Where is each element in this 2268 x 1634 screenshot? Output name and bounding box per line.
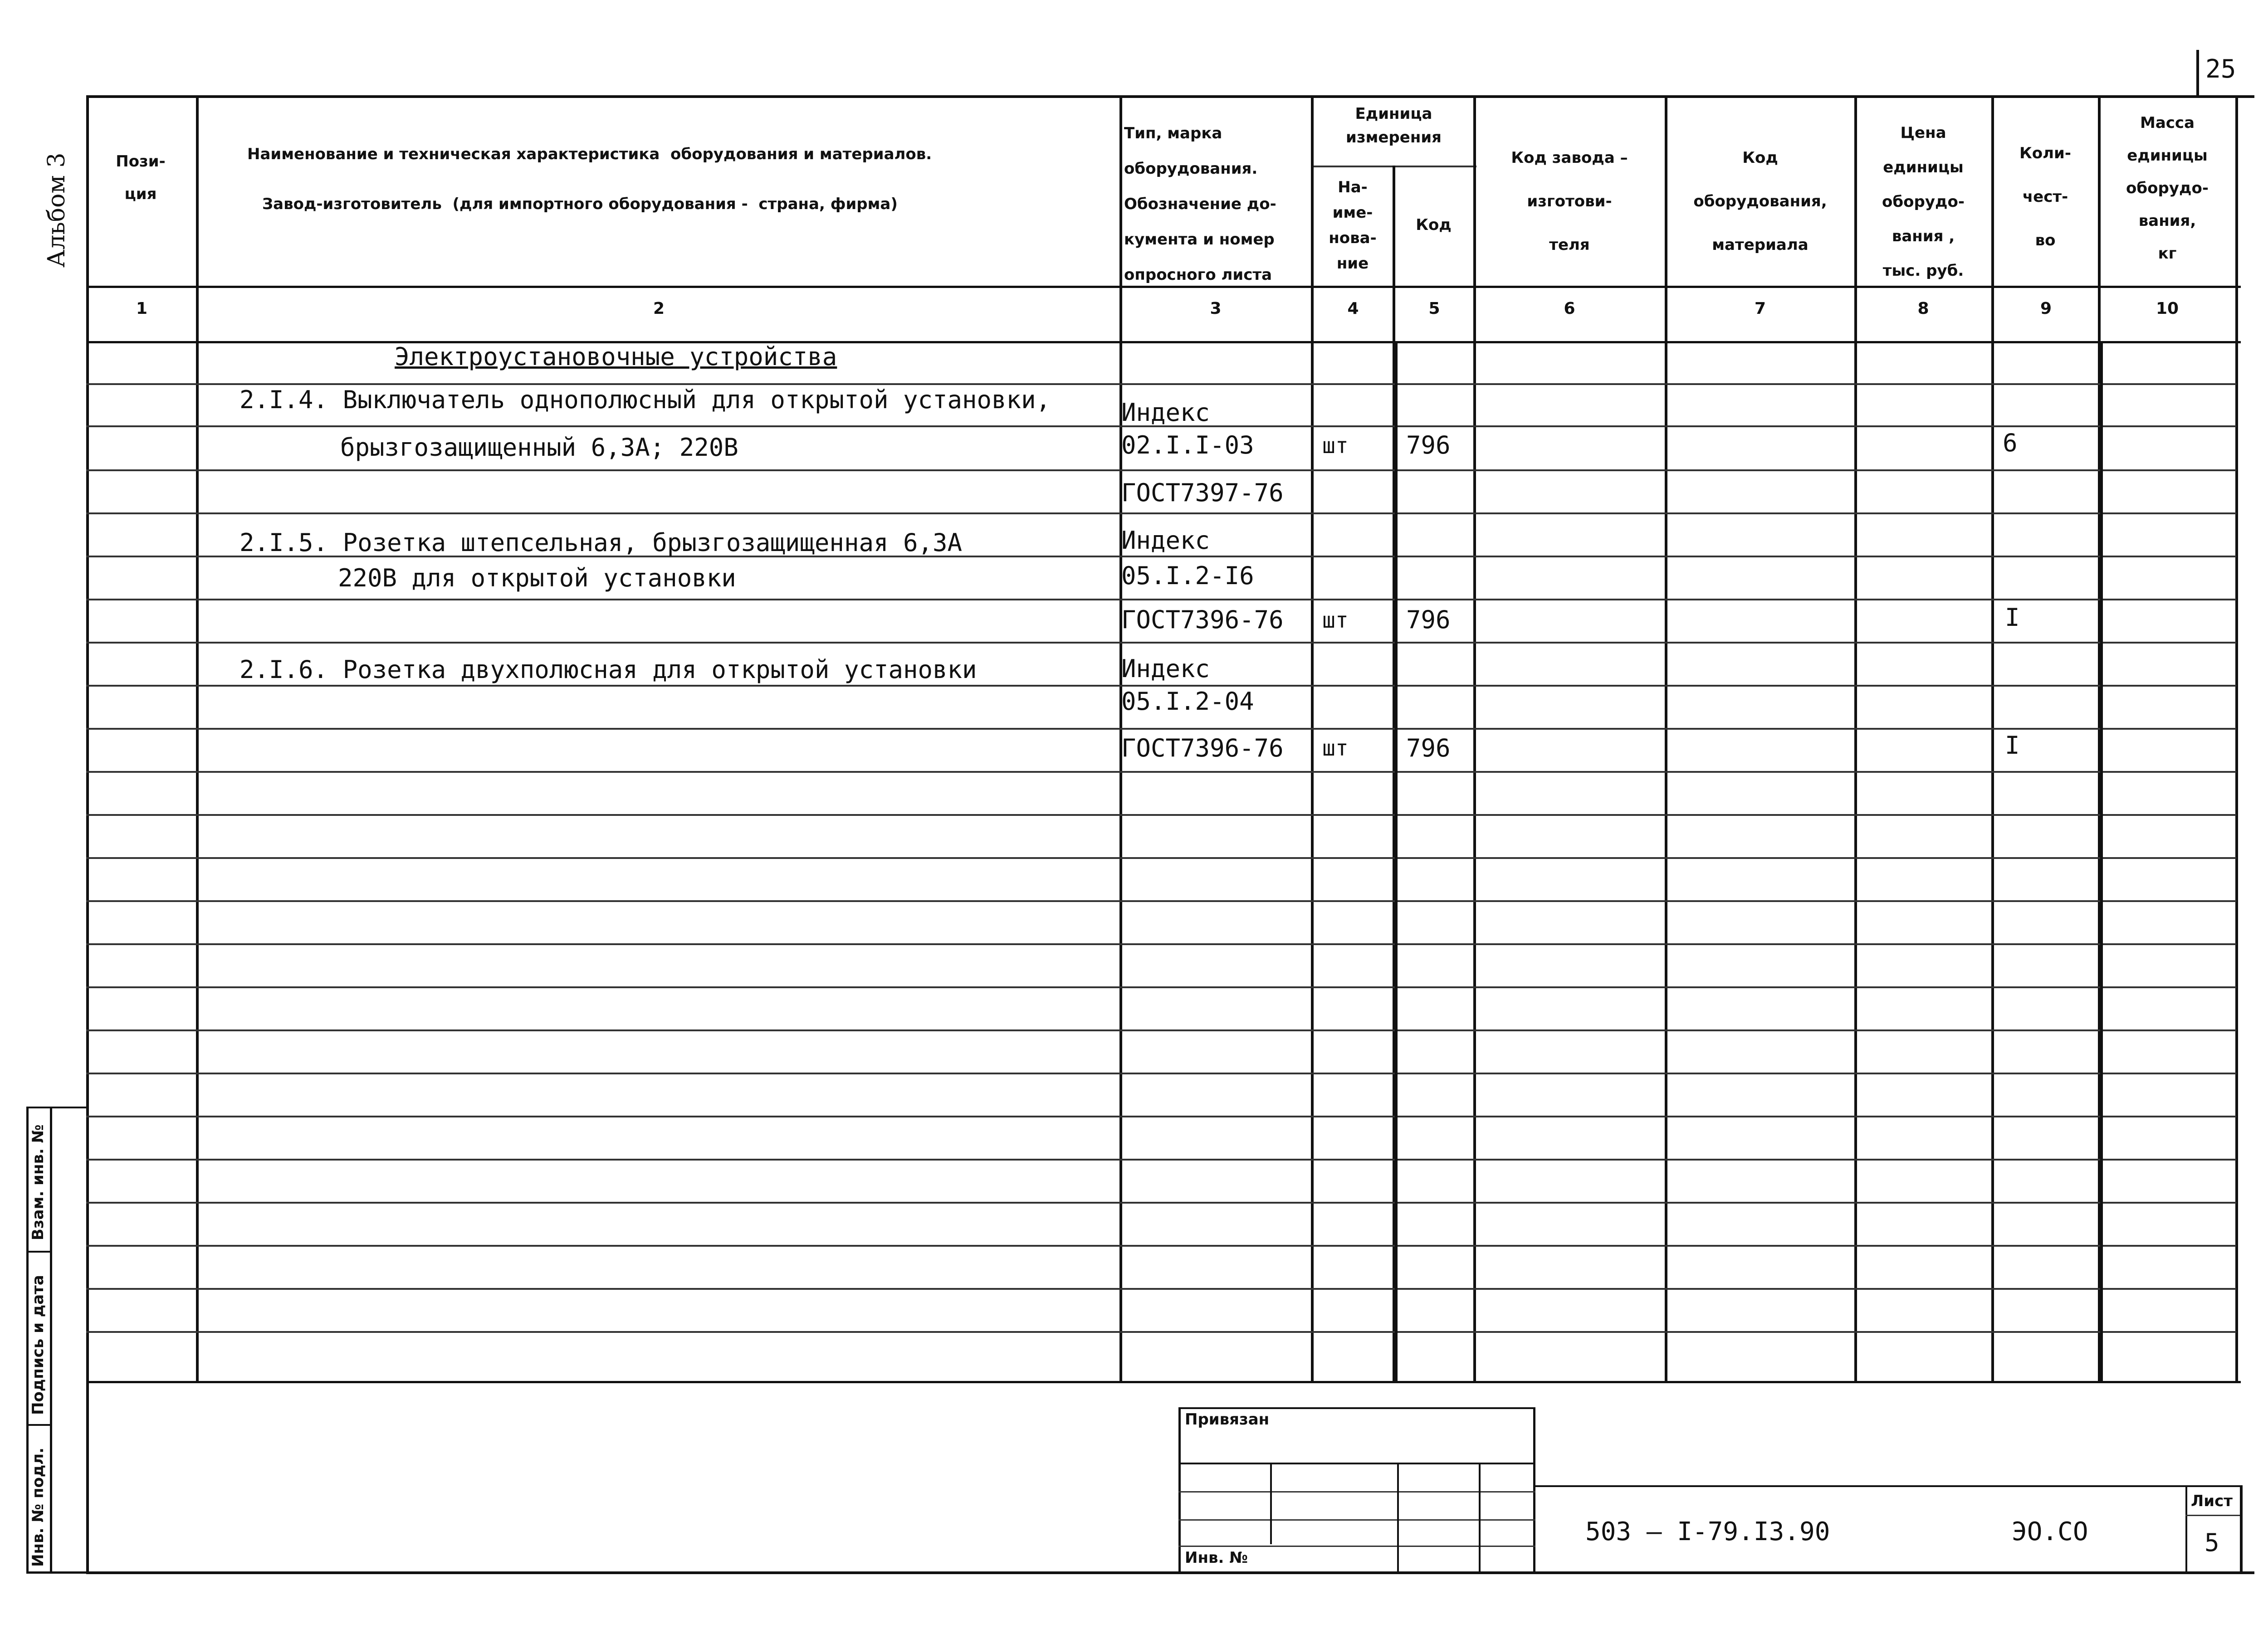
- inv-no-label: Инв. №: [1185, 1549, 1248, 1567]
- header-name-line2: Завод-изготовитель (для импортного оборудования - страна, фирма): [262, 195, 898, 213]
- header-quantity: Коли- чест- во: [2019, 144, 2071, 249]
- col-number: 3: [1210, 299, 1222, 318]
- album-label: Альбом 3: [43, 152, 70, 268]
- item-type-gost: ГОСТ7397-76: [1121, 478, 1284, 507]
- item-unit: шт: [1322, 608, 1349, 633]
- item-type-code: 02.I.I-03: [1121, 431, 1254, 459]
- item-type-index: Индекс: [1121, 526, 1210, 555]
- item-unit-code: 796: [1406, 734, 1451, 762]
- header-name-line1: Наименование и техническая характеристика оборудования и материалов.: [247, 145, 932, 163]
- item-qty: I: [2005, 731, 2020, 760]
- item-unit: шт: [1322, 433, 1349, 458]
- col-number: 2: [653, 299, 665, 318]
- item-type-gost: ГОСТ7396-76: [1121, 734, 1284, 762]
- item-type-index: Индекс: [1121, 398, 1210, 427]
- privyazan-label: Привязан: [1185, 1410, 1270, 1429]
- header-unit-name: На- име- нова- ние: [1329, 178, 1377, 273]
- item-type-index: Индекс: [1121, 654, 1210, 683]
- header-factory-code: Код завода – изготови- теля: [1511, 149, 1628, 254]
- col-number: 1: [136, 299, 148, 318]
- header-unit-code: Код: [1416, 216, 1452, 234]
- col-number: 5: [1428, 299, 1440, 318]
- col-number: 10: [2156, 299, 2179, 318]
- item-unit-code: 796: [1406, 605, 1451, 634]
- section-title: Электроустановочные устройства: [395, 342, 837, 371]
- document-suffix: ЭО.СО: [2012, 1517, 2088, 1546]
- item-type-gost: ГОСТ7396-76: [1121, 605, 1284, 634]
- header-position: Пози- ция: [116, 152, 166, 203]
- item-type-code: 05.I.2-04: [1121, 687, 1254, 716]
- side-stamp-inv: Инв. № подл.: [29, 1447, 47, 1567]
- header-mass: Масса единицы оборудо- вания, кг: [2126, 114, 2209, 263]
- item-qty: 6: [2003, 429, 2018, 457]
- item-type-code: 05.I.2-I6: [1121, 561, 1254, 590]
- item-name-line2: 220В для открытой установки: [338, 564, 736, 592]
- item-qty: I: [2005, 603, 2020, 632]
- item-name-line1: 2.I.6. Розетка двухполюсная для открытой установки: [240, 655, 977, 684]
- item-unit: шт: [1322, 736, 1349, 761]
- item-name-line1: 2.I.4. Выключатель однополюсный для открытой установки,: [240, 385, 1051, 414]
- col-number: 4: [1347, 299, 1359, 318]
- item-name-line2: брызгозащищенный 6,3А; 220В: [340, 433, 738, 462]
- header-unit-group: Единица измерения: [1346, 105, 1442, 146]
- side-stamp-vzam: Взам. инв. №: [29, 1124, 47, 1240]
- item-name-line1: 2.I.5. Розетка штепсельная, брызгозащищенная 6,3А: [240, 528, 963, 557]
- header-type: Тип, марка оборудования. Обозначение до- кумента и номер опросного листа: [1124, 124, 1276, 284]
- sheet-label: Лист: [2191, 1492, 2233, 1510]
- sheet-number: 5: [2204, 1528, 2219, 1557]
- item-unit-code: 796: [1406, 431, 1451, 459]
- side-stamp-signature: Подпись и дата: [29, 1275, 47, 1415]
- header-unit-price: Цена единицы оборудо- вания , тыс. руб.: [1882, 124, 1965, 280]
- col-number: 7: [1754, 299, 1766, 318]
- col-number: 9: [2040, 299, 2052, 318]
- col-number: 6: [1564, 299, 1575, 318]
- header-material-code: Код оборудования, материала: [1693, 149, 1827, 254]
- document-code: 503 – I-79.I3.90: [1585, 1517, 1830, 1546]
- col-number: 8: [1917, 299, 1929, 318]
- page-number: 25: [2205, 54, 2236, 84]
